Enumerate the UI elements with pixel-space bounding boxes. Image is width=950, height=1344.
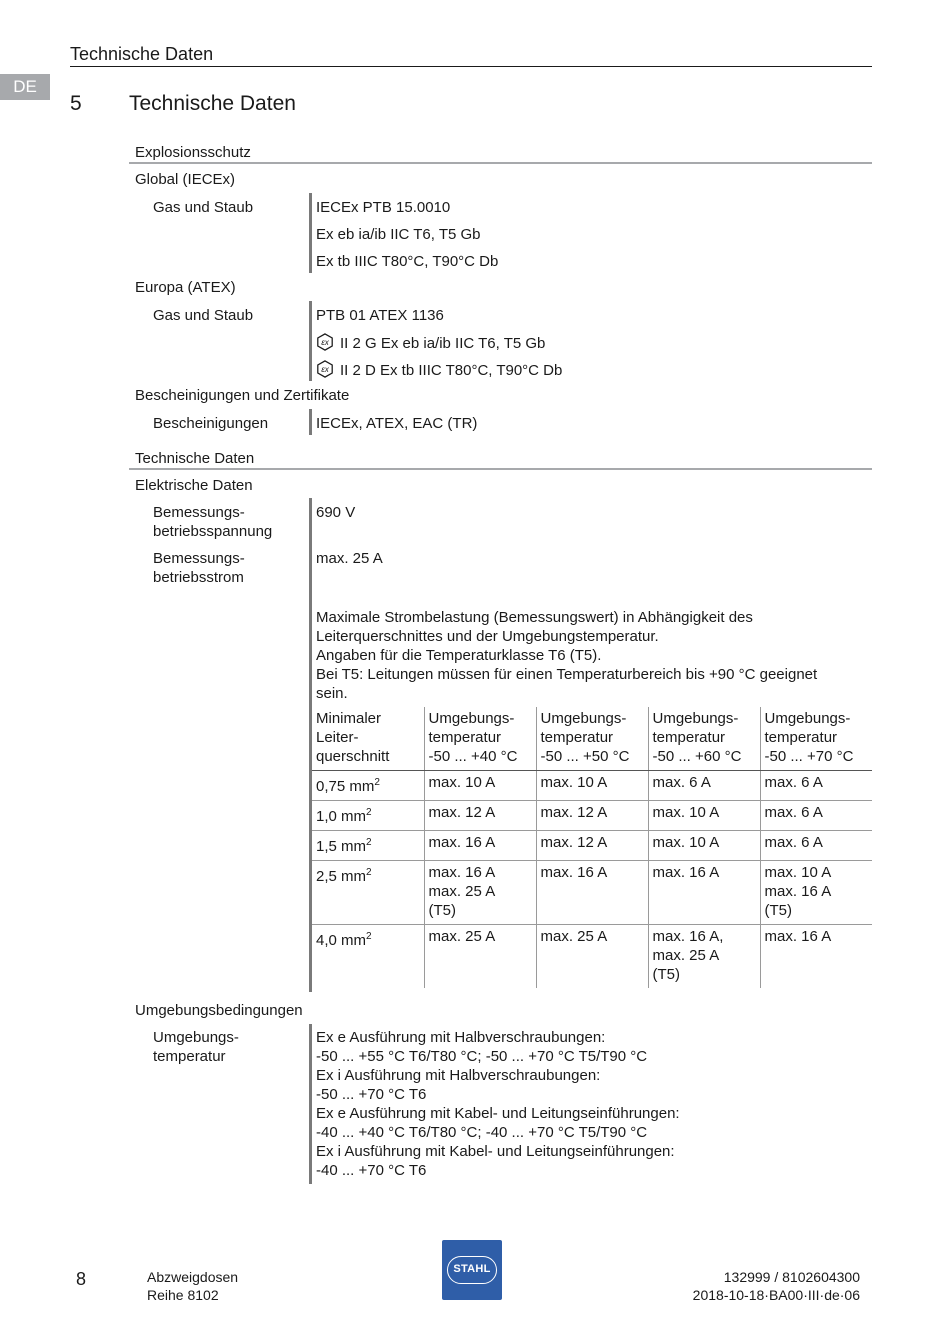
- header-line: -50 ... +60 °C: [652, 748, 742, 765]
- unit-exponent: 2: [366, 931, 372, 942]
- header-line: Umgebungs-: [764, 710, 851, 727]
- unit-exponent: 2: [366, 807, 372, 818]
- cell-line: max. 25 A: [428, 883, 496, 900]
- value-bar: [309, 409, 312, 435]
- cross-section-value: 1,0: [316, 808, 337, 825]
- ambient-temperature-value: [316, 1028, 680, 1180]
- atex-gas-marking-row: [316, 333, 545, 353]
- header-line: Umgebungs-: [652, 710, 739, 727]
- product-series: Reihe 8102: [147, 1287, 219, 1303]
- header-line: -50 ... +40 °C: [428, 748, 518, 765]
- current-load-table: [312, 707, 872, 988]
- current-cell: [536, 831, 648, 861]
- current-cell: [536, 925, 648, 989]
- current-cell: [760, 925, 872, 989]
- cross-section-cell: [312, 801, 424, 831]
- header-line: temperatur: [428, 729, 502, 746]
- unit: mm: [341, 868, 367, 885]
- header-line: temperatur: [540, 729, 614, 746]
- table-header-cell: [424, 707, 536, 771]
- current-cell: [760, 861, 872, 925]
- cell-line: max. 10 A: [652, 804, 720, 821]
- table-row: [312, 831, 872, 861]
- temp-line: -40 ... +40 °C T6/T80 °C; -40 ... +70 °C T5/T90 °C: [316, 1124, 648, 1141]
- cell-line: max. 12 A: [540, 804, 608, 821]
- header-line: -50 ... +70 °C: [764, 748, 854, 765]
- certificates-value: IECEx, ATEX, EAC (TR): [316, 415, 478, 432]
- cell-line: max. 25 A: [428, 928, 496, 945]
- cross-section-value: 2,5: [316, 868, 337, 885]
- value-bar: [309, 1024, 312, 1184]
- table-row: [312, 861, 872, 925]
- current-load-note: [316, 608, 872, 703]
- subheading-certificates: Bescheinigungen und Zertifikate: [135, 387, 350, 404]
- cross-section-cell: [312, 925, 424, 989]
- running-header: Technische Daten: [70, 44, 214, 64]
- footer-document: [693, 1268, 860, 1304]
- cross-section-cell: [312, 861, 424, 925]
- svg-text:εx: εx: [321, 338, 329, 348]
- label-ambient-temperature: [153, 1028, 239, 1066]
- current-cell: [536, 861, 648, 925]
- label-certificates: Bescheinigungen: [153, 415, 269, 432]
- temp-line: -50 ... +55 °C T6/T80 °C; -50 ... +70 °C T5/T90 °C: [316, 1048, 648, 1065]
- unit: mm: [349, 778, 375, 795]
- current-cell: [648, 831, 760, 861]
- note-line: Bei T5: Leitungen müssen für einen Temperaturbereich bis +90 °C geeignet: [316, 666, 818, 683]
- cell-line: max. 25 A: [652, 947, 720, 964]
- label-line: betriebsspannung: [153, 523, 273, 540]
- cell-line: max. 10 A: [652, 834, 720, 851]
- subheading-environment: Umgebungsbedingungen: [135, 1002, 303, 1019]
- current-cell: [648, 861, 760, 925]
- note-line: Leiterquerschnittes und der Umgebungstemperatur.: [316, 628, 659, 645]
- cell-line: max. 10 A: [540, 774, 608, 791]
- ex-hexagon-icon: [316, 360, 334, 378]
- current-cell: [760, 801, 872, 831]
- current-cell: [536, 771, 648, 801]
- cell-line: max. 16 A,: [652, 928, 724, 945]
- language-tab: DE: [0, 74, 50, 100]
- rated-voltage-value: 690 V: [316, 504, 356, 521]
- cell-line: max. 10 A: [764, 864, 832, 881]
- header-line: Leiter-: [316, 729, 359, 746]
- cell-line: max. 16 A: [652, 864, 720, 881]
- cell-line: max. 6 A: [652, 774, 711, 791]
- subheading-global: Global (IECEx): [135, 171, 236, 188]
- cell-line: max. 16 A: [764, 928, 832, 945]
- cross-section-value: 4,0: [316, 932, 337, 949]
- cell-line: max. 16 A: [428, 834, 496, 851]
- cell-line: max. 16 A: [540, 864, 608, 881]
- label-gas-dust-europe: Gas und Staub: [153, 307, 254, 324]
- current-cell: [424, 801, 536, 831]
- header-rule: [70, 66, 872, 67]
- cell-line: max. 6 A: [764, 804, 823, 821]
- note-line: Maximale Strombelastung (Bemessungswert) in Abhängigkeit des: [316, 609, 753, 626]
- current-cell: [648, 925, 760, 989]
- cross-section-cell: [312, 831, 424, 861]
- product-name: Abzweigdosen: [147, 1269, 239, 1285]
- temp-line: Ex i Ausführung mit Kabel- und Leitungseinführungen:: [316, 1143, 675, 1160]
- cell-line: max. 16 A: [428, 864, 496, 881]
- table-header-cell: [312, 707, 424, 771]
- unit-exponent: 2: [374, 777, 380, 788]
- temp-line: -50 ... +70 °C T6: [316, 1086, 427, 1103]
- temp-line: Ex i Ausführung mit Halbverschraubungen:: [316, 1067, 601, 1084]
- current-cell: [536, 801, 648, 831]
- cross-section-value: 0,75: [316, 778, 346, 795]
- unit: mm: [341, 932, 367, 949]
- current-cell: [424, 831, 536, 861]
- cell-line: (T5): [764, 902, 792, 919]
- unit: mm: [341, 808, 367, 825]
- unit-exponent: 2: [366, 837, 372, 848]
- page-number: 8: [76, 1269, 87, 1289]
- current-cell: [760, 771, 872, 801]
- cell-line: (T5): [652, 966, 680, 983]
- chapter-title: Technische Daten: [129, 92, 296, 115]
- table-header-row: [312, 707, 872, 771]
- section-heading-explosion: Explosionsschutz: [135, 144, 251, 161]
- cell-line: max. 10 A: [428, 774, 496, 791]
- table-header-cell: [536, 707, 648, 771]
- label-line: Umgebungs-: [153, 1029, 239, 1046]
- header-line: temperatur: [764, 729, 838, 746]
- temp-line: Ex e Ausführung mit Kabel- und Leitungseinführungen:: [316, 1105, 680, 1122]
- cross-section-cell: [312, 771, 424, 801]
- atex-dust-marking: II 2 D Ex tb IIIC T80°C, T90°C Db: [340, 362, 563, 379]
- svg-text:εx: εx: [321, 365, 329, 375]
- stahl-logo: [442, 1240, 502, 1300]
- current-cell: [424, 771, 536, 801]
- subheading-europe: Europa (ATEX): [135, 279, 236, 296]
- iecex-dust-marking: Ex tb IIIC T80°C, T90°C Db: [316, 253, 499, 270]
- header-line: -50 ... +50 °C: [540, 748, 630, 765]
- subheading-electrical: Elektrische Daten: [135, 477, 253, 494]
- label-line: betriebsstrom: [153, 569, 244, 586]
- label-gas-dust-global: Gas und Staub: [153, 199, 254, 216]
- header-line: Umgebungs-: [428, 710, 515, 727]
- label-line: Bemessungs-: [153, 550, 245, 567]
- table-header-cell: [760, 707, 872, 771]
- label-line: Bemessungs-: [153, 504, 245, 521]
- label-rated-voltage: [153, 503, 272, 541]
- cell-line: (T5): [428, 902, 456, 919]
- unit: mm: [341, 838, 367, 855]
- current-cell: [424, 925, 536, 989]
- rated-current-value: max. 25 A: [316, 550, 383, 567]
- header-line: querschnitt: [316, 748, 390, 765]
- footer-product: [147, 1268, 238, 1304]
- value-bar: [309, 193, 312, 273]
- temp-line: -40 ... +70 °C T6: [316, 1162, 427, 1179]
- table-row: [312, 925, 872, 989]
- current-cell: [648, 771, 760, 801]
- header-line: Minimaler: [316, 710, 382, 727]
- cell-line: max. 6 A: [764, 834, 823, 851]
- chapter-number: 5: [70, 92, 82, 115]
- table-row: [312, 771, 872, 801]
- temp-line: Ex e Ausführung mit Halbverschraubungen:: [316, 1029, 606, 1046]
- note-line: sein.: [316, 685, 348, 702]
- unit-exponent: 2: [366, 867, 372, 878]
- ex-hexagon-icon: [316, 333, 334, 351]
- header-line: Umgebungs-: [540, 710, 627, 727]
- header-line: temperatur: [652, 729, 726, 746]
- current-cell: [424, 861, 536, 925]
- table-header-cell: [648, 707, 760, 771]
- cell-line: max. 12 A: [428, 804, 496, 821]
- cell-line: max. 25 A: [540, 928, 608, 945]
- current-cell: [760, 831, 872, 861]
- logo-text: STAHL: [447, 1256, 497, 1284]
- atex-gas-marking: II 2 G Ex eb ia/ib IIC T6, T5 Gb: [340, 335, 546, 352]
- section-rule: [129, 162, 872, 164]
- cell-line: max. 6 A: [764, 774, 823, 791]
- atex-cert: PTB 01 ATEX 1136: [316, 307, 444, 324]
- document-id: 132999 / 8102604300: [723, 1269, 860, 1285]
- note-line: Angaben für die Temperaturklasse T6 (T5).: [316, 647, 602, 664]
- label-line: temperatur: [153, 1048, 226, 1065]
- cell-line: max. 12 A: [540, 834, 608, 851]
- iecex-cert: IECEx PTB 15.0010: [316, 199, 451, 216]
- current-cell: [648, 801, 760, 831]
- cell-line: max. 16 A: [764, 883, 832, 900]
- section-heading-technical: Technische Daten: [135, 450, 255, 467]
- document-version: 2018-10-18·BA00·III·de·06: [692, 1287, 860, 1303]
- value-bar: [309, 301, 312, 381]
- cross-section-value: 1,5: [316, 838, 337, 855]
- table-row: [312, 801, 872, 831]
- label-rated-current: [153, 549, 245, 587]
- atex-dust-marking-row: [316, 360, 562, 380]
- section-rule: [129, 468, 872, 470]
- iecex-gas-marking: Ex eb ia/ib IIC T6, T5 Gb: [316, 226, 481, 243]
